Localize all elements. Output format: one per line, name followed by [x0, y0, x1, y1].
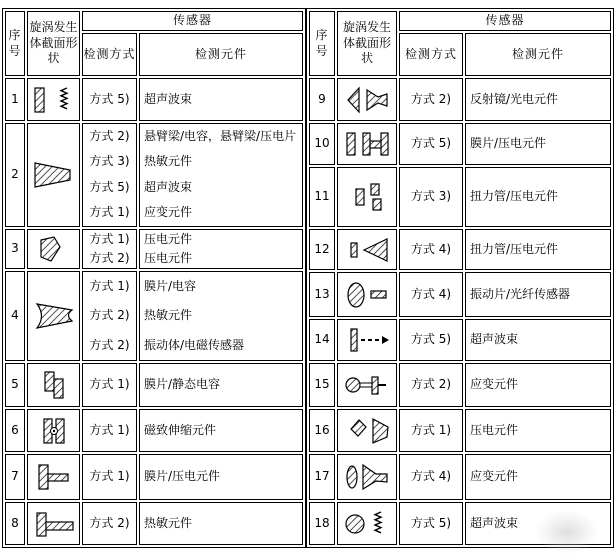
- row-number-cell: 10: [309, 123, 335, 165]
- method-label: 方式 1): [89, 278, 130, 293]
- method-label: 方式 4): [410, 241, 452, 256]
- row-number-cell: 7: [5, 454, 25, 500]
- method-label: 方式 2): [89, 128, 130, 143]
- row-number-cell: 6: [5, 409, 25, 452]
- hatched-ellipse-and-bar-icon: [343, 280, 391, 310]
- shape-cell: [337, 454, 397, 500]
- hatched-pentagon-icon: [30, 234, 78, 264]
- shape-cell: [337, 229, 397, 270]
- element-cell: [465, 454, 611, 500]
- shape-cell: [27, 78, 80, 121]
- hatched-bar-and-spring-icon: [30, 85, 78, 115]
- method-cell: [399, 78, 463, 121]
- row-number-cell: 18: [309, 502, 335, 545]
- table-row: [309, 409, 611, 452]
- hatched-bar-and-squares-icon: [343, 182, 391, 212]
- table-left-body: [5, 78, 303, 545]
- shape-cell: [337, 502, 397, 545]
- method-label: 方式 2): [410, 377, 452, 392]
- method-cell: [399, 123, 463, 165]
- header-row-1: [309, 11, 611, 31]
- method-label: 方式 5): [89, 179, 130, 194]
- table-row: [5, 409, 303, 452]
- element-cell: [465, 272, 611, 317]
- method-cell: [399, 319, 463, 361]
- shape-cell: [27, 409, 80, 452]
- hatched-bars-with-circle-icon: [30, 416, 78, 446]
- method-label: 方式 5): [410, 515, 452, 530]
- table-row: [5, 363, 303, 407]
- header-sensor: 传感器: [399, 11, 611, 31]
- table-row: [309, 502, 611, 545]
- row-number-cell: 1: [5, 78, 25, 121]
- row-number-cell: 11: [309, 167, 335, 227]
- table-row: [309, 319, 611, 361]
- shape-cell: [337, 167, 397, 227]
- hatched-triangle-and-arrow-icon: [343, 85, 391, 115]
- method-label: 方式 2): [89, 308, 130, 323]
- hatched-split-rectangle-icon: [30, 370, 78, 400]
- shape-cell: [27, 123, 80, 227]
- method-label: 方式 4): [410, 286, 452, 301]
- method-cell: [399, 502, 463, 545]
- header-seq: 序号: [309, 11, 335, 76]
- method-label: 方式 2): [410, 91, 452, 106]
- method-cell: [82, 123, 137, 227]
- method-label: 方式 3): [410, 189, 452, 204]
- method-label: 方式 1): [89, 377, 130, 392]
- method-label: 方式 5): [89, 91, 130, 106]
- element-label: 振动体/电磁传感器: [144, 337, 245, 352]
- method-label: 方式 5): [410, 332, 452, 347]
- element-label: 热敏元件: [144, 515, 193, 530]
- table-row: [309, 229, 611, 270]
- hatched-bar-and-cone-icon: [343, 235, 391, 265]
- method-cell: [82, 363, 137, 407]
- hatched-tee-icon: [30, 462, 78, 492]
- row-number-cell: 9: [309, 78, 335, 121]
- table-row: [309, 363, 611, 407]
- element-cell: [465, 363, 611, 407]
- row-number-cell: 3: [5, 229, 25, 269]
- element-label: 磁致伸缩元件: [144, 422, 217, 437]
- shape-cell: [337, 272, 397, 317]
- method-cell: [82, 229, 137, 269]
- method-cell: [82, 502, 137, 545]
- method-cell: [399, 454, 463, 500]
- element-label: 应变元件: [470, 377, 519, 392]
- row-number-cell: 4: [5, 271, 25, 361]
- shape-cell: [337, 409, 397, 452]
- element-label: 应变元件: [470, 469, 519, 484]
- table-row: [309, 78, 611, 121]
- shape-cell: [27, 271, 80, 361]
- method-cell: [399, 167, 463, 227]
- element-label: 膜片/静态电容: [144, 377, 221, 392]
- element-cell: [465, 409, 611, 452]
- header-shape: 旋涡发生体截面形状: [337, 11, 397, 76]
- shape-cell: [337, 363, 397, 407]
- hatched-circle-and-spring-icon: [343, 509, 391, 539]
- header-element: 检测元件: [139, 33, 303, 76]
- table-right: [306, 8, 614, 548]
- method-label: 方式 1): [410, 422, 452, 437]
- header-method: 检测方式: [82, 33, 137, 76]
- shape-cell: [337, 319, 397, 361]
- method-label: 方式 1): [89, 422, 130, 437]
- element-cell: [465, 319, 611, 361]
- element-label: 扭力管/压电元件: [470, 241, 559, 256]
- table-row: [5, 123, 303, 227]
- element-cell: [139, 78, 303, 121]
- element-label: 膜片/压电元件: [144, 469, 221, 484]
- element-cell: [139, 229, 303, 269]
- method-cell: [399, 272, 463, 317]
- element-label: 超声波束: [470, 332, 519, 347]
- method-cell: [399, 363, 463, 407]
- row-number-cell: 15: [309, 363, 335, 407]
- method-cell: [82, 78, 137, 121]
- element-cell: [465, 78, 611, 121]
- hatched-bar-and-h-icon: [343, 129, 391, 159]
- method-label: 方式 2): [89, 250, 130, 265]
- element-label: 热敏元件: [144, 154, 193, 169]
- element-label: 扭力管/压电元件: [470, 189, 559, 204]
- element-label: 热敏元件: [144, 308, 193, 323]
- table-row: [5, 502, 303, 545]
- table-row: [309, 272, 611, 317]
- table-row: [309, 167, 611, 227]
- row-number-cell: 8: [5, 502, 25, 545]
- element-label: 反射镜/光电元件: [470, 91, 559, 106]
- table-row: [5, 271, 303, 361]
- element-cell: [465, 502, 611, 545]
- method-cell: [82, 271, 137, 361]
- table-left: [2, 8, 306, 548]
- header-sensor: 传感器: [82, 11, 303, 31]
- hatched-ellipse-and-flag-icon: [343, 462, 391, 492]
- method-cell: [399, 409, 463, 452]
- method-label: 方式 3): [89, 154, 130, 169]
- method-cell: [82, 409, 137, 452]
- row-number-cell: 5: [5, 363, 25, 407]
- element-cell: [139, 502, 303, 545]
- table-right-body: [309, 78, 611, 545]
- row-number-cell: 2: [5, 123, 25, 227]
- method-label: 方式 1): [89, 231, 130, 246]
- element-label: 超声波束: [470, 515, 519, 530]
- table-row: [309, 123, 611, 165]
- element-label: 超声波束: [144, 179, 193, 194]
- element-label: 超声波束: [144, 91, 193, 106]
- table-row: [309, 454, 611, 500]
- hatched-bar-and-dashed-arrow-icon: [343, 325, 391, 355]
- shape-cell: [337, 123, 397, 165]
- row-number-cell: 13: [309, 272, 335, 317]
- element-label: 振动片/光纤传感器: [470, 286, 571, 301]
- table-row: [5, 78, 303, 121]
- element-cell: [139, 363, 303, 407]
- header-element: 检测元件: [465, 33, 611, 76]
- element-cell: [465, 229, 611, 270]
- header-method: 检测方式: [399, 33, 463, 76]
- hatched-arrowhead-icon: [30, 301, 78, 331]
- shape-cell: [27, 229, 80, 269]
- method-label: 方式 1): [89, 205, 130, 220]
- element-label: 压电元件: [144, 231, 193, 246]
- shape-cell: [337, 78, 397, 121]
- row-number-cell: 17: [309, 454, 335, 500]
- method-label: 方式 4): [410, 469, 452, 484]
- element-label: 膜片/压电元件: [470, 136, 547, 151]
- method-cell: [399, 229, 463, 270]
- hatched-diamond-and-cone-icon: [343, 416, 391, 446]
- row-number-cell: 14: [309, 319, 335, 361]
- table-row: [5, 229, 303, 269]
- table-row: [5, 454, 303, 500]
- row-number-cell: 16: [309, 409, 335, 452]
- hatched-circle-rod-and-bar-icon: [343, 370, 391, 400]
- header-seq: 序号: [5, 11, 25, 76]
- method-cell: [82, 454, 137, 500]
- element-cell: [465, 167, 611, 227]
- element-label: 膜片/电容: [144, 278, 197, 293]
- method-label: 方式 5): [410, 136, 452, 151]
- header-row-1: [5, 11, 303, 31]
- element-label: 压电元件: [144, 250, 193, 265]
- shape-cell: [27, 502, 80, 545]
- method-label: 方式 2): [89, 337, 130, 352]
- method-label: 方式 2): [89, 515, 130, 530]
- element-cell: [139, 454, 303, 500]
- shape-cell: [27, 454, 80, 500]
- element-label: 悬臂梁/电容，悬臂梁/压电片: [144, 128, 297, 143]
- element-label: 应变元件: [144, 205, 193, 220]
- hatched-tee-long-icon: [30, 509, 78, 539]
- method-label: 方式 1): [89, 469, 130, 484]
- element-cell: [139, 271, 303, 361]
- element-label: 压电元件: [470, 422, 519, 437]
- header-shape: 旋涡发生体截面形状: [27, 11, 80, 76]
- element-cell: [139, 123, 303, 227]
- element-cell: [465, 123, 611, 165]
- hatched-trapezoid-icon: [30, 160, 78, 190]
- shape-cell: [27, 363, 80, 407]
- element-cell: [139, 409, 303, 452]
- row-number-cell: 12: [309, 229, 335, 270]
